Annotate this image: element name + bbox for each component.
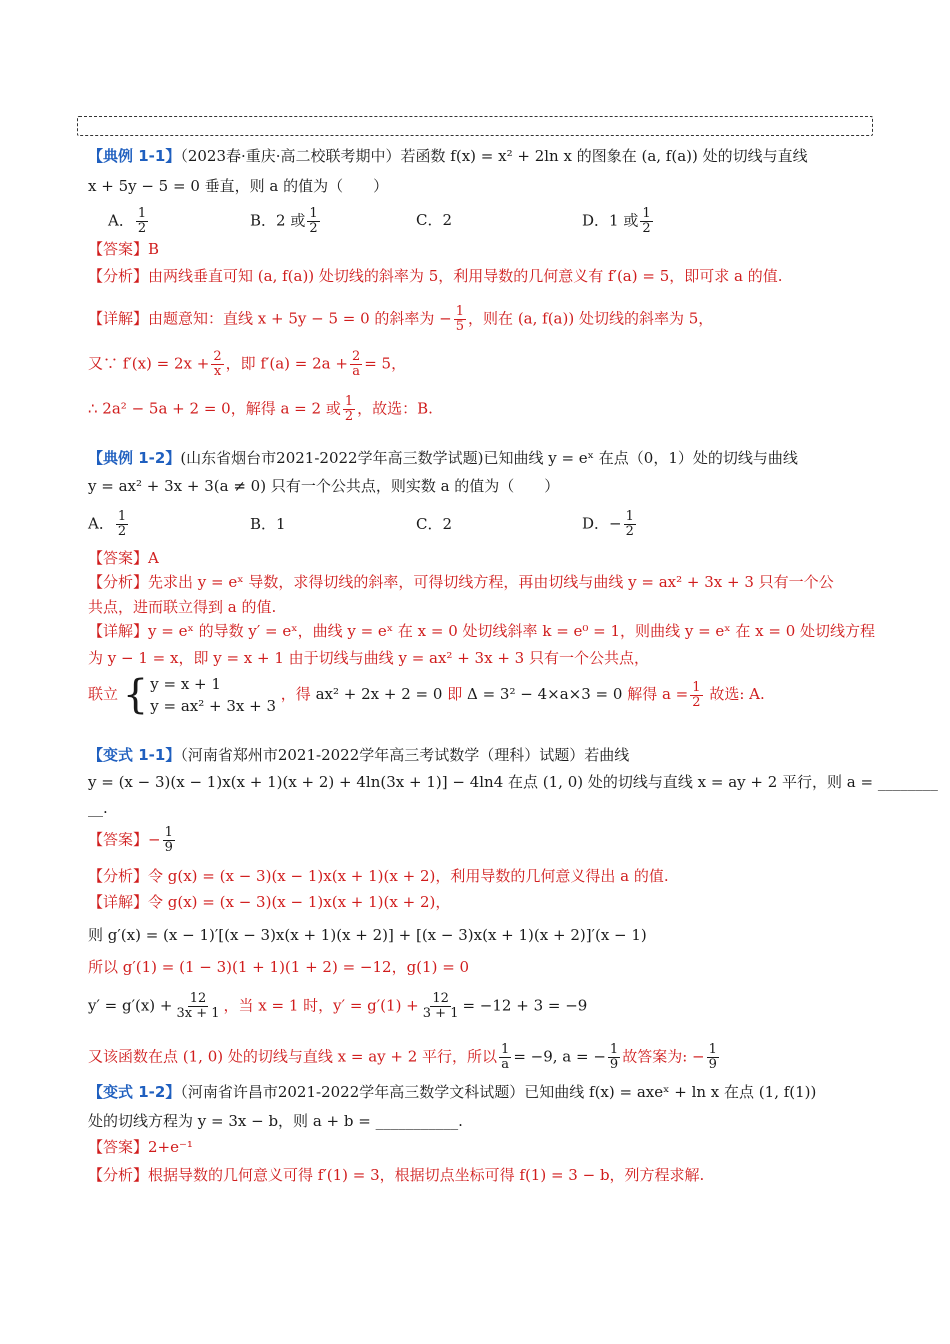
- ex12-question-line2: y = ax² + 3x + 3(a ≠ 0) 只有一个公共点，则实数 a 的值为（ ）: [88, 477, 560, 495]
- fraction: $\frac{1}{5}$: [455, 304, 465, 334]
- fraction: $\frac{2}{x}$: [213, 349, 222, 379]
- var11-analysis: 【分析】令 g(x) = (x − 3)(x − 1)x(x + 1)(x + 2)，利用导数的几何意义得出 a 的值.: [88, 867, 669, 885]
- var11-answer: 【答案】− $\frac{1}{9}$: [88, 825, 173, 855]
- fraction: $\frac{1}{9}$: [708, 1042, 717, 1072]
- var11-detail-line4: y′ = g′(x) + $\frac{12}{3x + 1}$ ，当 x = 1 时，y′ = g′(1) + $\frac{12}{3 + 1}$ = −12 + 3 = −9: [88, 991, 588, 1021]
- ex11-analysis: 【分析】由两线垂直可知 (a, f(a)) 处切线的斜率为 5，利用导数的几何意义有 f′(a) = 5，即可求 a 的值.: [88, 267, 783, 285]
- ex11-q1: （2023春·重庆·高二校联考期中）若函数 f(x) = x² + 2ln x 的图象在 (a, f(a)) 处的切线与直线: [180, 147, 808, 165]
- fraction: $\frac{12}{3 + 1}$: [422, 991, 459, 1021]
- var12-answer: 【答案】2+e⁻¹: [88, 1138, 193, 1156]
- var11-detail-line3: 所以 g′(1) = (1 − 3)(1 + 1)(1 + 2) = −12，g(1) = 0: [88, 958, 470, 976]
- var12-question-line2: 处的切线方程为 y = 3x − b，则 a + b = ___________.: [88, 1112, 463, 1130]
- ex11-detail-line1: 【详解】由题意知：直线 x + 5y − 5 = 0 的斜率为 − $\frac{1}{5}$ ，则在 (a, f(a)) 处切线的斜率为 5，: [88, 304, 714, 334]
- var11-detail-line5: 又该函数在点 (1, 0) 处的切线与直线 x = ay + 2 平行，所以 $\frac{1}{a}$ = −9, a = − $\frac{1}{9}$ 故答案为: − $\frac{1}{9}$: [88, 1042, 717, 1072]
- fraction: $\frac{1}{a}$: [501, 1042, 510, 1072]
- ex12-detail-line2: 为 y − 1 = x，即 y = x + 1 由于切线与曲线 y = ax² + 3x + 3 只有一个公共点，: [88, 649, 649, 667]
- dashed-header-box: [77, 116, 873, 136]
- fraction: $\frac{1}{2}$: [625, 509, 634, 539]
- fraction: $\frac{1}{2}$: [309, 206, 318, 236]
- fraction: $\frac{1}{2}$: [137, 206, 147, 236]
- ex12-option-c: C．2: [416, 515, 453, 533]
- fraction: $\frac{12}{3x + 1}$: [176, 991, 220, 1021]
- ex11-tag: 【典例 1-1】: [88, 147, 181, 165]
- ex11-question-line1: [88, 146, 880, 166]
- ex11-option-a: A． $\frac{1}{2}$: [108, 206, 147, 236]
- var11-question-line1: 【变式 1-1】（河南省郑州市2021-2022学年高三考试数学（理科）试题）若曲线: [88, 746, 630, 764]
- var12-analysis: 【分析】根据导数的几何意义可得 f′(1) = 3，根据切点坐标可得 f(1) = 3 − b，列方程求解.: [88, 1166, 705, 1184]
- ex11-answer: 【答案】B: [88, 240, 160, 258]
- var11-question-line2: y = (x − 3)(x − 1)x(x + 1)(x + 2) + 4ln(3x + 1)] − 4ln4 在点 (1, 0) 处的切线与直线 x = ay + 2 平行，则 a = ________: [88, 773, 938, 791]
- var12-question-line1: 【变式 1-2】（河南省许昌市2021-2022学年高三数学文科试题）已知曲线 f(x) = axeˣ + ln x 在点 (1, f(1)): [88, 1083, 817, 1101]
- fraction: $\frac{2}{a}$: [351, 349, 361, 379]
- ex12-answer: 【答案】A: [88, 549, 159, 567]
- ex12-option-a: A． $\frac{1}{2}$: [88, 509, 127, 539]
- var11-tag: 【变式 1-1】: [88, 746, 181, 764]
- ex11-option-d: D．1 或 $\frac{1}{2}$: [582, 206, 651, 236]
- ex11-option-c: C．2: [416, 211, 453, 229]
- ex12-join-line: 联立 { y = x + 1 y = ax² + 3x + 3 ，得 ax² + 2x + 2 = 0 即 Δ = 3² − 4×a×3 = 0 解得 a = $\frac{1}{2}$ 故选: A.: [88, 672, 765, 718]
- ex12-option-b: B．1: [250, 515, 286, 533]
- var11-detail-line1: 【详解】令 g(x) = (x − 3)(x − 1)x(x + 1)(x + 2)，: [88, 893, 451, 911]
- ex12-detail-line1: 【详解】y = eˣ 的导数 y′ = eˣ，曲线 y = eˣ 在 x = 0 处切线斜率 k = e⁰ = 1，则曲线 y = eˣ 在 x = 0 处切线方程: [88, 622, 876, 640]
- fraction: $\frac{1}{2}$: [117, 509, 127, 539]
- equation-system: { y = x + 1 y = ax² + 3x + 3: [122, 672, 276, 718]
- ex12-analysis-line2: 共点，进而联立得到 a 的值.: [88, 598, 277, 616]
- fraction: $\frac{1}{9}$: [164, 825, 173, 855]
- ex11-detail-line2: 又∵ f′(x) = 2x + $\frac{2}{x}$ ，即 f′(a) = 2a + $\frac{2}{a}$ = 5，: [88, 349, 407, 379]
- fraction: $\frac{1}{9}$: [609, 1042, 619, 1072]
- ex11-question-line2: x + 5y − 5 = 0 垂直，则 a 的值为（ ）: [88, 177, 389, 195]
- fraction: $\frac{1}{2}$: [692, 679, 701, 710]
- var11-detail-line2: 则 g′(x) = (x − 1)′[(x − 3)x(x + 1)(x + 2)] + [(x − 3)x(x + 1)(x + 2)]′(x − 1): [88, 926, 647, 944]
- ex12-analysis-line1: 【分析】先求出 y = eˣ 导数，求得切线的斜率，可得切线方程，再由切线与曲线 y = ax² + 3x + 3 只有一个公: [88, 573, 834, 591]
- ex12-option-d: D．− $\frac{1}{2}$: [582, 509, 634, 539]
- ex11-option-b: B．2 或 $\frac{1}{2}$: [250, 206, 318, 236]
- ex11-detail-line3: ∴ 2a² − 5a + 2 = 0，解得 a = 2 或 $\frac{1}{2}$ ，故选：B.: [88, 394, 433, 424]
- var11-question-line3: __.: [88, 799, 108, 817]
- fraction: $\frac{1}{2}$: [642, 206, 651, 236]
- ex12-tag: 【典例 1-2】: [88, 449, 181, 467]
- var12-tag: 【变式 1-2】: [88, 1083, 181, 1101]
- fraction: $\frac{1}{2}$: [344, 394, 354, 424]
- ex12-question-line1: 【典例 1-2】(山东省烟台市2021-2022学年高三数学试题)已知曲线 y = eˣ 在点（0，1）处的切线与曲线: [88, 449, 798, 467]
